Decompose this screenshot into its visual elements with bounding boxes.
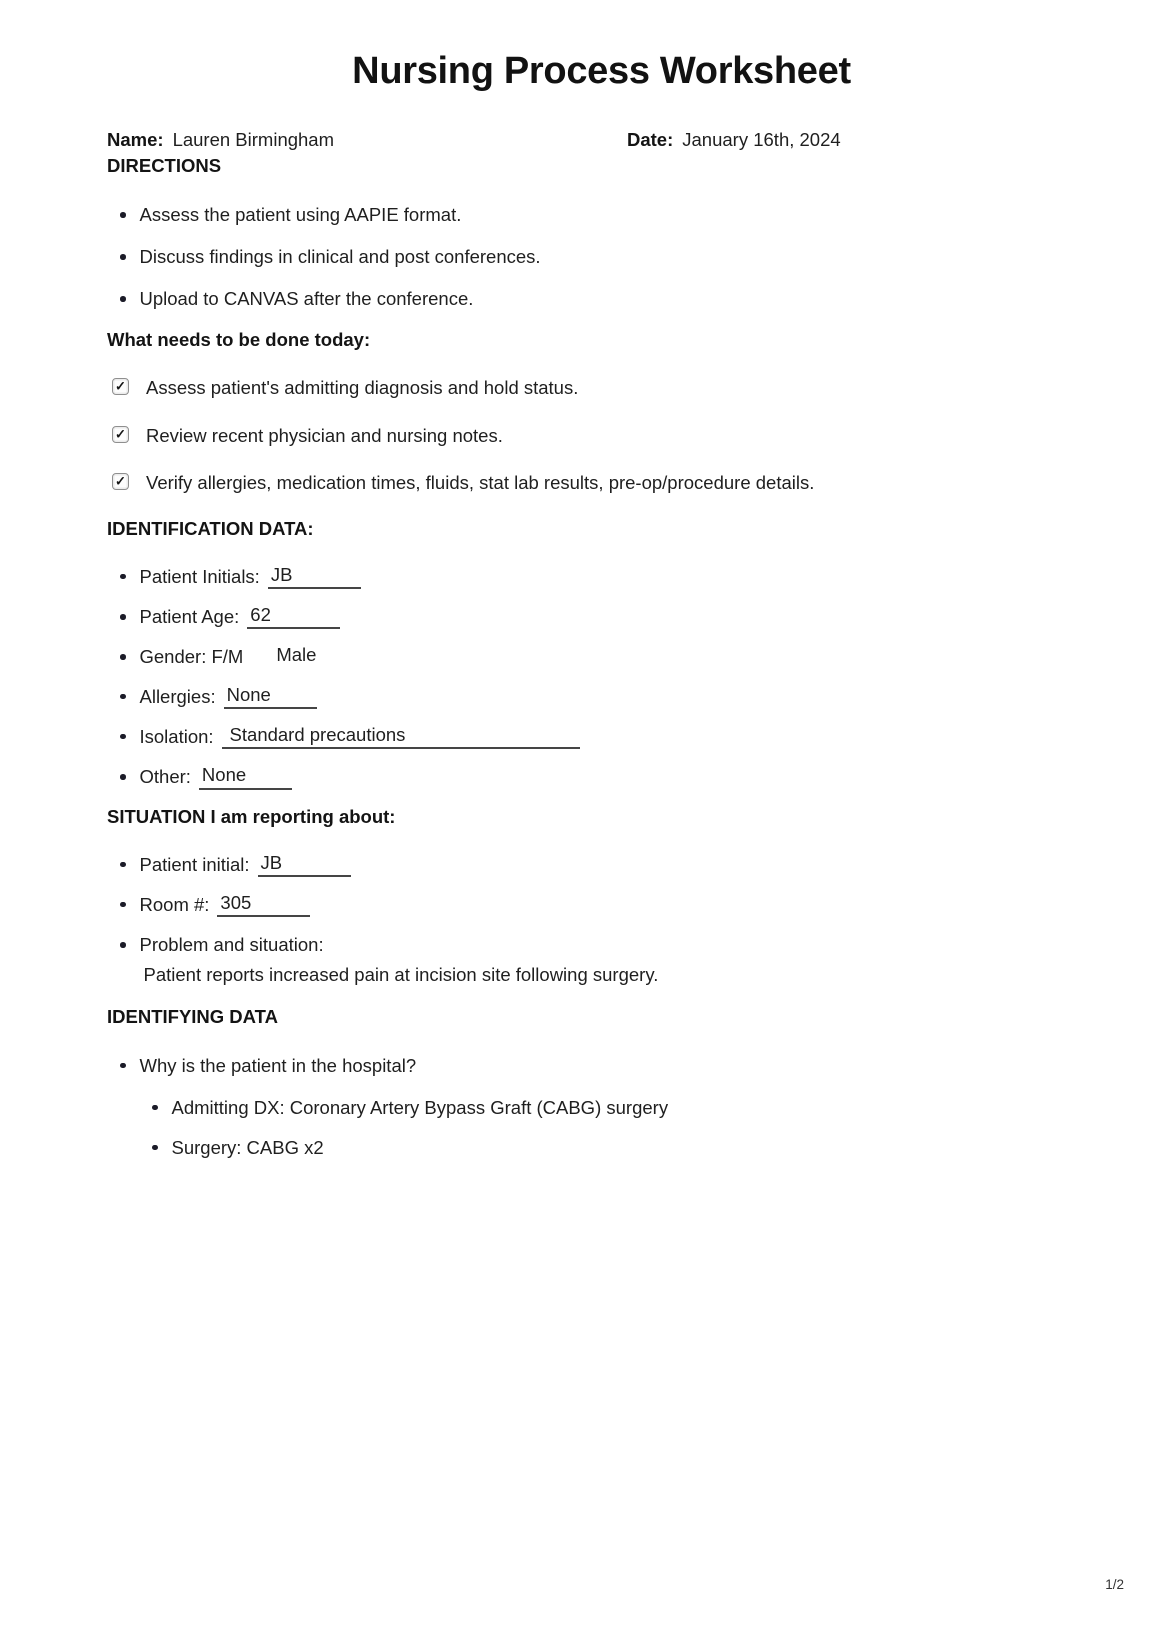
- date-label: Date:: [627, 129, 674, 150]
- todo-item: [107, 471, 1096, 494]
- field-value: Standard precautions: [222, 725, 580, 749]
- identifying-question: Why is the patient in the hospital?: [139, 1054, 417, 1076]
- field-label: Patient initial:: [139, 853, 250, 875]
- bullet-icon: [120, 942, 126, 948]
- identifying-sub-item: Surgery: CABG x2: [171, 1136, 324, 1158]
- field-row: [107, 565, 1096, 589]
- bullet-icon: [120, 296, 126, 302]
- directions-item-text: Discuss findings in clinical and post conferences.: [139, 246, 541, 268]
- todo-item: [107, 376, 1096, 399]
- field-label: Patient Age:: [139, 606, 240, 628]
- name-label: Name:: [107, 129, 164, 150]
- todo-checkbox[interactable]: [112, 426, 129, 443]
- identifying-sub-item: Admitting DX: Coronary Artery Bypass Graft (CABG) surgery: [171, 1096, 669, 1118]
- list-item: [107, 245, 1096, 268]
- field-label: Room #:: [139, 893, 210, 915]
- situation-heading: SITUATION I am reporting about:: [107, 805, 396, 827]
- bullet-icon: [120, 254, 126, 260]
- bullet-icon: [120, 902, 126, 908]
- field-row: [107, 765, 1096, 789]
- field-value: 62: [247, 605, 340, 629]
- field-row: [107, 685, 1096, 709]
- date-field: [627, 129, 841, 151]
- identification-heading: IDENTIFICATION DATA:: [107, 517, 314, 539]
- problem-text: Patient reports increased pain at incision site following surgery.: [143, 964, 659, 986]
- field-row: [107, 853, 1096, 877]
- directions-heading: DIRECTIONS: [107, 155, 222, 176]
- list-item: [139, 1136, 1096, 1159]
- directions-item-text: Assess the patient using AAPIE format.: [139, 204, 462, 225]
- todo-checkbox[interactable]: [112, 473, 129, 490]
- field-value: None: [199, 765, 292, 789]
- todo-heading: What needs to be done today:: [107, 329, 371, 351]
- field-row: [107, 605, 1096, 629]
- directions-item-text: Upload to CANVAS after the conference.: [139, 288, 474, 310]
- bullet-icon: [120, 212, 126, 218]
- checkmark-icon: ✓: [115, 378, 126, 394]
- field-row: [107, 645, 1096, 668]
- field-label: Other:: [139, 766, 191, 788]
- checkmark-icon: ✓: [115, 426, 126, 441]
- identifying-list: [107, 1054, 1096, 1159]
- page-title: Nursing Process Worksheet: [352, 50, 851, 92]
- problem-block: [140, 933, 659, 986]
- field-value: JB: [258, 853, 351, 877]
- todo-label: Assess patient's admitting diagnosis and hold status.: [146, 377, 579, 399]
- situation-list: [107, 853, 1096, 987]
- bullet-icon: [152, 1105, 158, 1111]
- bullet-icon: [152, 1145, 158, 1151]
- todo-label: Review recent physician and nursing notes.: [146, 424, 503, 446]
- date-value: January 16th, 2024: [682, 129, 841, 150]
- field-label: Allergies:: [139, 685, 216, 707]
- list-item: [107, 287, 1096, 310]
- field-row: [107, 893, 1096, 917]
- field-value: 305: [217, 893, 310, 917]
- field-value: Male: [276, 644, 317, 666]
- bullet-icon: [120, 614, 126, 620]
- todo-item: [107, 424, 1096, 447]
- field-label: Patient Initials:: [139, 565, 260, 587]
- name-value: Lauren Birmingham: [172, 129, 335, 150]
- problem-item: [107, 933, 1096, 986]
- bullet-icon: [120, 1063, 126, 1069]
- field-value: None: [224, 685, 317, 709]
- name-field: [107, 129, 334, 151]
- todo-checkbox[interactable]: [112, 378, 129, 395]
- meta-row: [107, 129, 1096, 155]
- list-item: [107, 203, 1096, 226]
- identification-list: [107, 565, 1096, 790]
- todo-label: Verify allergies, medication times, fluids, stat lab results, pre-op/procedure details.: [146, 471, 815, 493]
- field-label: Gender: F/M: [139, 646, 244, 668]
- checkmark-icon: ✓: [115, 473, 126, 489]
- page-indicator: 1/2: [1105, 1577, 1124, 1592]
- field-label: Isolation:: [139, 725, 214, 747]
- bullet-icon: [120, 574, 126, 580]
- bullet-icon: [120, 734, 126, 740]
- bullet-icon: [120, 694, 126, 700]
- todo-list: [107, 376, 1096, 493]
- field-row: [107, 725, 1096, 749]
- field-value: JB: [268, 565, 361, 589]
- problem-label: Problem and situation:: [139, 934, 324, 956]
- directions-list: [107, 203, 1096, 310]
- identifying-heading: IDENTIFYING DATA: [107, 1005, 278, 1027]
- bullet-icon: [120, 654, 126, 660]
- list-item: [139, 1096, 1096, 1119]
- bullet-icon: [120, 774, 126, 780]
- list-item: [107, 1054, 1096, 1077]
- bullet-icon: [120, 862, 126, 868]
